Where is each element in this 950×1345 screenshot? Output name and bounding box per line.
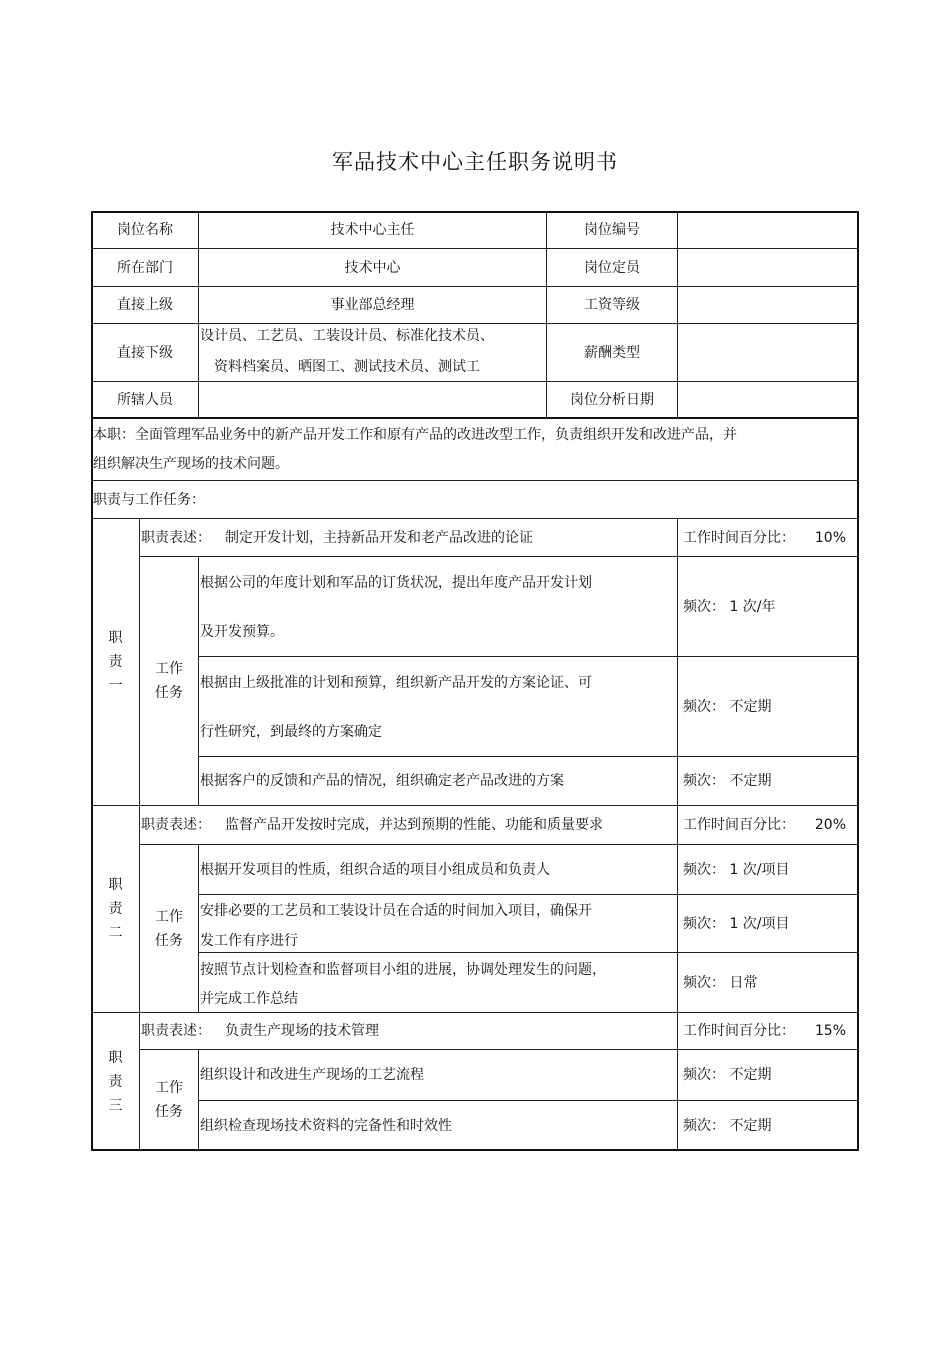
superior-label: 直接上级 <box>91 286 199 324</box>
duty-3-label-char: 职 <box>108 1049 123 1066</box>
pct-label: 工作时间百分比： <box>683 529 795 546</box>
duty-desc-text: 监督产品开发按时完成，并达到预期的性能、功能和质量要求 <box>225 817 603 833</box>
task-description <box>198 656 678 757</box>
duty-1-label-char: 职 <box>108 630 123 646</box>
duty-2-description <box>139 805 678 845</box>
duty-1-label-char: 一 <box>108 678 123 694</box>
task-frequency: 频次： 1 次/项目 <box>677 894 859 953</box>
analysis-date-value <box>677 381 859 419</box>
duty-1-time-percent <box>677 518 859 557</box>
subordinate-label: 直接下级 <box>91 323 199 382</box>
task-line-1: 根据由上级批准的计划和预算，组织新产品开发的方案论证、可 <box>200 675 592 691</box>
task-description: 根据客户的反馈和产品的情况，组织确定老产品改进的方案 <box>198 756 678 806</box>
duty-2-task-label <box>139 844 199 1013</box>
pay-type-value <box>677 323 859 382</box>
task-label-line: 任务 <box>155 1104 183 1120</box>
task-label-line: 任务 <box>155 932 183 949</box>
task-label-line: 工作 <box>155 1080 183 1096</box>
task-frequency: 频次： 不定期 <box>677 656 859 757</box>
governed-label: 所辖人员 <box>91 381 199 419</box>
task-description: 组织设计和改进生产现场的工艺流程 <box>198 1049 678 1101</box>
post-name-value: 技术中心主任 <box>198 211 547 249</box>
subordinate-line-1: 设计员、工艺员、工装设计员、标准化技术员、 <box>200 328 494 344</box>
dept-label: 所在部门 <box>91 248 199 287</box>
pct-value: 15% <box>814 1023 846 1039</box>
tasks-heading: 职责与工作任务： <box>91 480 859 519</box>
task-label-line: 任务 <box>155 685 183 701</box>
governed-value <box>198 381 547 419</box>
duty-2-label <box>91 805 140 1013</box>
duty-desc-label: 职责表述： <box>141 529 211 546</box>
duty-2-label-char: 职 <box>108 877 123 893</box>
duty-2-time-percent <box>677 805 859 845</box>
analysis-date-label: 岗位分析日期 <box>546 381 678 419</box>
duty-3-time-percent <box>677 1012 859 1050</box>
post-no-value <box>677 211 859 249</box>
duty-summary-line-1: 本职：全面管理军品业务中的新产品开发工作和原有产品的改进改型工作，负责组织开发和改进产品，并 <box>93 427 737 443</box>
task-line-1: 按照节点计划检查和监督项目小组的进展，协调处理发生的问题， <box>200 962 606 978</box>
task-line-1: 安排必要的工艺员和工装设计员在合适的时间加入项目，确保开 <box>200 903 592 919</box>
duty-1-description <box>139 518 678 557</box>
duty-3-label <box>91 1012 140 1151</box>
task-description: 组织检查现场技术资料的完备性和时效性 <box>198 1100 678 1151</box>
dept-value: 技术中心 <box>198 248 547 287</box>
pay-type-label: 薪酬类型 <box>546 323 678 382</box>
page-title: 军品技术中心主任职务说明书 <box>332 150 618 174</box>
task-frequency: 频次： 1 次/项目 <box>677 844 859 895</box>
task-frequency: 频次： 日常 <box>677 952 859 1013</box>
duty-3-description <box>139 1012 678 1050</box>
duty-2-label-char: 责 <box>108 901 123 917</box>
task-label-line: 工作 <box>155 908 183 925</box>
subordinate-line-2: 资料档案员、晒图工、测试技术员、测试工 <box>214 359 480 375</box>
task-line-1: 根据公司的年度计划和军品的订货状况，提出年度产品开发计划 <box>200 575 592 591</box>
task-frequency: 频次： 1 次/年 <box>677 556 859 657</box>
duty-3-label-char: 责 <box>108 1073 123 1090</box>
duty-desc-label: 职责表述： <box>141 1023 211 1039</box>
duty-1-task-label <box>139 556 199 806</box>
pct-label: 工作时间百分比： <box>683 1023 795 1039</box>
duty-summary-line-2: 组织解决生产现场的技术问题。 <box>93 456 289 472</box>
task-frequency: 频次： 不定期 <box>677 1049 859 1101</box>
post-name-label: 岗位名称 <box>91 211 199 249</box>
staffing-value <box>677 248 859 287</box>
salary-grade-value <box>677 286 859 324</box>
divider <box>91 417 859 419</box>
task-line-2: 并完成工作总结 <box>200 991 298 1007</box>
duty-desc-text: 制定开发计划，主持新品开发和老产品改进的论证 <box>225 529 533 546</box>
task-description <box>198 894 678 953</box>
duty-1-label <box>91 518 140 806</box>
duty-desc-text: 负责生产现场的技术管理 <box>225 1023 379 1039</box>
superior-value: 事业部总经理 <box>198 286 547 324</box>
task-frequency: 频次： 不定期 <box>677 1100 859 1151</box>
pct-value: 20% <box>814 817 846 833</box>
pct-value: 10% <box>814 529 846 546</box>
task-description: 根据开发项目的性质，组织合适的项目小组成员和负责人 <box>198 844 678 895</box>
task-frequency: 频次： 不定期 <box>677 756 859 806</box>
task-line-2: 及开发预算。 <box>200 624 284 640</box>
duty-summary <box>91 418 859 481</box>
post-no-label: 岗位编号 <box>546 211 678 249</box>
salary-grade-label: 工资等级 <box>546 286 678 324</box>
task-description <box>198 556 678 657</box>
duty-3-label-char: 三 <box>108 1097 123 1114</box>
subordinate-value <box>198 323 547 382</box>
task-label-line: 工作 <box>155 661 183 677</box>
duty-3-task-label <box>139 1049 199 1151</box>
duty-desc-label: 职责表述： <box>141 817 211 833</box>
task-line-2: 发工作有序进行 <box>200 933 298 949</box>
duty-2-label-char: 二 <box>108 925 123 941</box>
task-line-2: 行性研究，到最终的方案确定 <box>200 724 382 740</box>
duty-1-label-char: 责 <box>108 654 123 670</box>
task-description <box>198 952 678 1013</box>
staffing-label: 岗位定员 <box>546 248 678 287</box>
pct-label: 工作时间百分比： <box>683 817 795 833</box>
